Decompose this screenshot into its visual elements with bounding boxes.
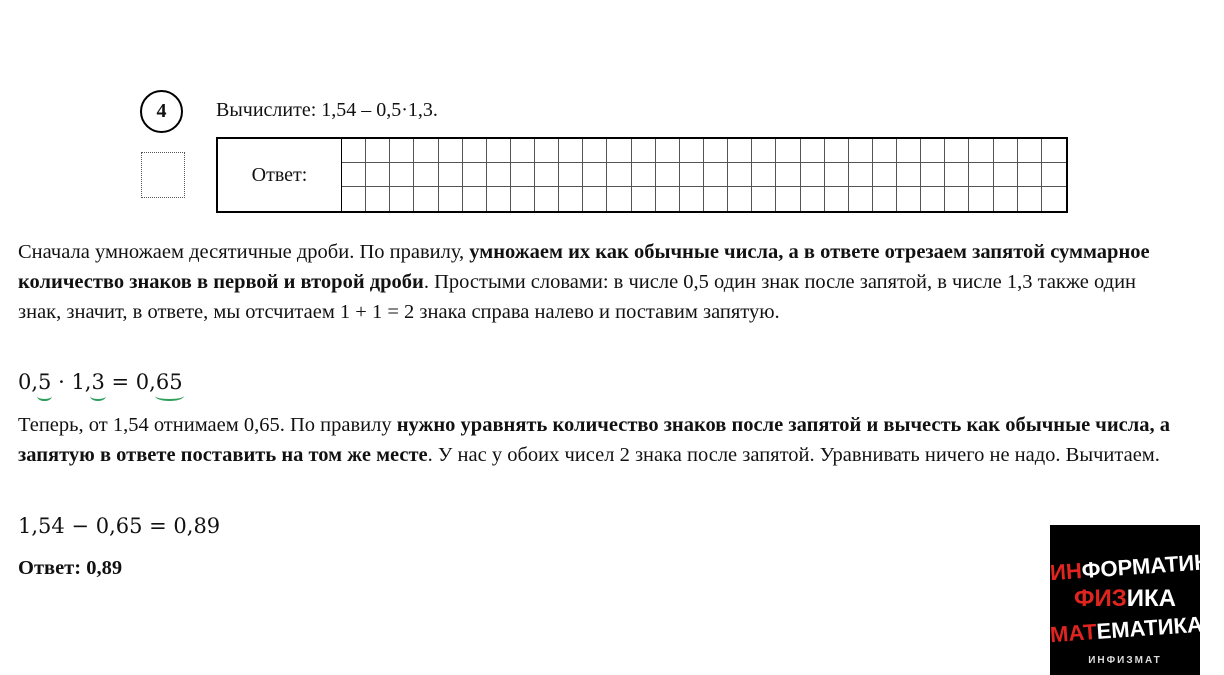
answer-cell[interactable] xyxy=(656,139,680,163)
answer-cell[interactable] xyxy=(1042,187,1066,211)
answer-cell[interactable] xyxy=(776,163,800,187)
answer-cell[interactable] xyxy=(897,187,921,211)
answer-cell[interactable] xyxy=(607,139,631,163)
text-span: Теперь, от 1,54 отнимаем 0,65. По правилу xyxy=(18,414,397,436)
answer-cell[interactable] xyxy=(607,163,631,187)
answer-cell[interactable] xyxy=(969,163,993,187)
decimal-arc-mark: 65 xyxy=(155,370,183,394)
answer-cell[interactable] xyxy=(439,163,463,187)
answer-cell[interactable] xyxy=(414,163,438,187)
answer-cell[interactable] xyxy=(487,187,511,211)
answer-cell[interactable] xyxy=(342,187,366,211)
answer-cell[interactable] xyxy=(897,139,921,163)
answer-cell[interactable] xyxy=(994,163,1018,187)
answer-cell[interactable] xyxy=(776,187,800,211)
math-part: · 1, xyxy=(51,370,92,394)
answer-cell[interactable] xyxy=(414,187,438,211)
decimal-arc-mark: 3 xyxy=(91,370,105,394)
answer-cell[interactable] xyxy=(945,187,969,211)
answer-cell[interactable] xyxy=(969,139,993,163)
answer-cell[interactable] xyxy=(801,187,825,211)
answer-cell[interactable] xyxy=(656,187,680,211)
equation-subtraction: 1,54 − 0,65 = 0,89 xyxy=(18,514,221,538)
task-number-badge: 4 xyxy=(140,90,183,133)
answer-cell[interactable] xyxy=(752,187,776,211)
answer-cell[interactable] xyxy=(849,187,873,211)
answer-cell[interactable] xyxy=(873,187,897,211)
answer-cell[interactable] xyxy=(969,187,993,211)
text-span: Сначала умножаем десятичные дроби. По правилу, xyxy=(18,241,470,263)
answer-cell[interactable] xyxy=(704,187,728,211)
answer-cell[interactable] xyxy=(583,187,607,211)
answer-cell[interactable] xyxy=(1018,187,1042,211)
logo-text: ЕМАТИКА xyxy=(1095,611,1204,644)
answer-cell[interactable] xyxy=(704,163,728,187)
answer-cell[interactable] xyxy=(463,187,487,211)
answer-cell[interactable] xyxy=(849,139,873,163)
decimal-arc-mark: 5 xyxy=(38,370,52,394)
answer-cell[interactable] xyxy=(994,187,1018,211)
answer-cell[interactable] xyxy=(728,187,752,211)
answer-cell[interactable] xyxy=(342,139,366,163)
answer-cell[interactable] xyxy=(559,139,583,163)
answer-cell[interactable] xyxy=(632,163,656,187)
logo-line-fizika xyxy=(1050,585,1200,613)
answer-cell[interactable] xyxy=(390,187,414,211)
answer-label: Ответ: xyxy=(251,163,308,186)
logo-text: ФОРМАТИКА xyxy=(1080,548,1224,583)
answer-cell[interactable] xyxy=(511,187,535,211)
answer-cell[interactable] xyxy=(994,139,1018,163)
answer-cell[interactable] xyxy=(1018,139,1042,163)
logo-accent: МАТ xyxy=(1049,619,1098,648)
answer-cell[interactable] xyxy=(487,139,511,163)
answer-cell[interactable] xyxy=(439,187,463,211)
logo-accent: ИН xyxy=(1049,558,1083,586)
answer-cell[interactable] xyxy=(366,163,390,187)
answer-cell[interactable] xyxy=(945,139,969,163)
answer-cell[interactable] xyxy=(583,139,607,163)
answer-cell[interactable] xyxy=(873,139,897,163)
logo-footer: ИНФИЗМАТ xyxy=(1088,655,1162,666)
answer-cell[interactable] xyxy=(535,163,559,187)
answer-cell[interactable] xyxy=(559,163,583,187)
answer-cell[interactable] xyxy=(511,139,535,163)
solution-paragraph-1 xyxy=(18,237,1178,327)
task-prompt: Вычислите: 1,54 – 0,5·1,3. xyxy=(216,99,438,121)
answer-cell[interactable] xyxy=(366,187,390,211)
answer-cell[interactable] xyxy=(873,163,897,187)
answer-cell[interactable] xyxy=(704,139,728,163)
answer-cell[interactable] xyxy=(825,187,849,211)
answer-cell[interactable] xyxy=(607,187,631,211)
answer-cell[interactable] xyxy=(487,163,511,187)
answer-cell[interactable] xyxy=(921,163,945,187)
answer-cell[interactable] xyxy=(921,139,945,163)
answer-cell[interactable] xyxy=(414,139,438,163)
rule-emphasis: нужно уравнять количество знаков после запятой и вычесть как обычные числа, а запятую в ответе поставить на том же месте xyxy=(18,414,1171,466)
math-part: 0, xyxy=(18,370,39,394)
math-part: = 0, xyxy=(104,370,156,394)
answer-cell[interactable] xyxy=(680,187,704,211)
answer-cell[interactable] xyxy=(1018,163,1042,187)
answer-cell[interactable] xyxy=(535,139,559,163)
answer-cell[interactable] xyxy=(463,163,487,187)
answer-cell[interactable] xyxy=(463,139,487,163)
answer-cell[interactable] xyxy=(342,163,366,187)
check-box xyxy=(141,152,185,198)
answer-cell[interactable] xyxy=(656,163,680,187)
answer-cell[interactable] xyxy=(559,187,583,211)
answer-cell[interactable] xyxy=(632,187,656,211)
answer-cell[interactable] xyxy=(801,139,825,163)
answer-cell[interactable] xyxy=(825,139,849,163)
answer-cell[interactable] xyxy=(390,139,414,163)
answer-cell[interactable] xyxy=(680,163,704,187)
answer-cell[interactable] xyxy=(752,139,776,163)
answer-cell[interactable] xyxy=(849,163,873,187)
infizmat-logo xyxy=(1049,525,1224,675)
answer-cell[interactable] xyxy=(1042,163,1066,187)
answer-cell[interactable] xyxy=(921,187,945,211)
answer-cell[interactable] xyxy=(728,163,752,187)
answer-cell[interactable] xyxy=(752,163,776,187)
text-span: . Простыми словами: в числе 0,5 один знак после запятой, в числе 1,3 также один знак, значит, в ответе, мы отсчитаем 1 + 1 = 2 знака справа налево и поставим запятую. xyxy=(18,271,1137,323)
logo-accent: ФИЗ xyxy=(1073,585,1127,612)
equation-multiplication xyxy=(18,370,183,394)
answer-cell[interactable] xyxy=(511,163,535,187)
solution-paragraph-2 xyxy=(18,410,1178,470)
logo-line-matematika xyxy=(1049,611,1204,648)
answer-grid[interactable] xyxy=(341,139,1066,211)
answer-form xyxy=(216,137,1068,213)
rule-emphasis: умножаем их как обычные числа, а в ответе отрезаем запятой суммарное количество знаков в первой и второй дроби xyxy=(18,241,1150,293)
logo-line-informatika xyxy=(1049,548,1224,586)
answer-cell[interactable] xyxy=(632,139,656,163)
answer-cell[interactable] xyxy=(680,139,704,163)
answer-cell[interactable] xyxy=(439,139,463,163)
answer-cell[interactable] xyxy=(1042,139,1066,163)
answer-cell[interactable] xyxy=(366,139,390,163)
answer-cell[interactable] xyxy=(583,163,607,187)
answer-cell[interactable] xyxy=(825,163,849,187)
answer-cell[interactable] xyxy=(535,187,559,211)
answer-cell[interactable] xyxy=(801,163,825,187)
answer-cell[interactable] xyxy=(728,139,752,163)
logo-text: ИКА xyxy=(1126,585,1176,612)
final-answer: Ответ: 0,89 xyxy=(18,557,123,579)
answer-cell[interactable] xyxy=(390,163,414,187)
answer-cell[interactable] xyxy=(776,139,800,163)
answer-cell[interactable] xyxy=(897,163,921,187)
answer-cell[interactable] xyxy=(945,163,969,187)
text-span: . У нас у обоих чисел 2 знака после запятой. Уравнивать ничего не надо. Вычитаем. xyxy=(427,444,1160,466)
